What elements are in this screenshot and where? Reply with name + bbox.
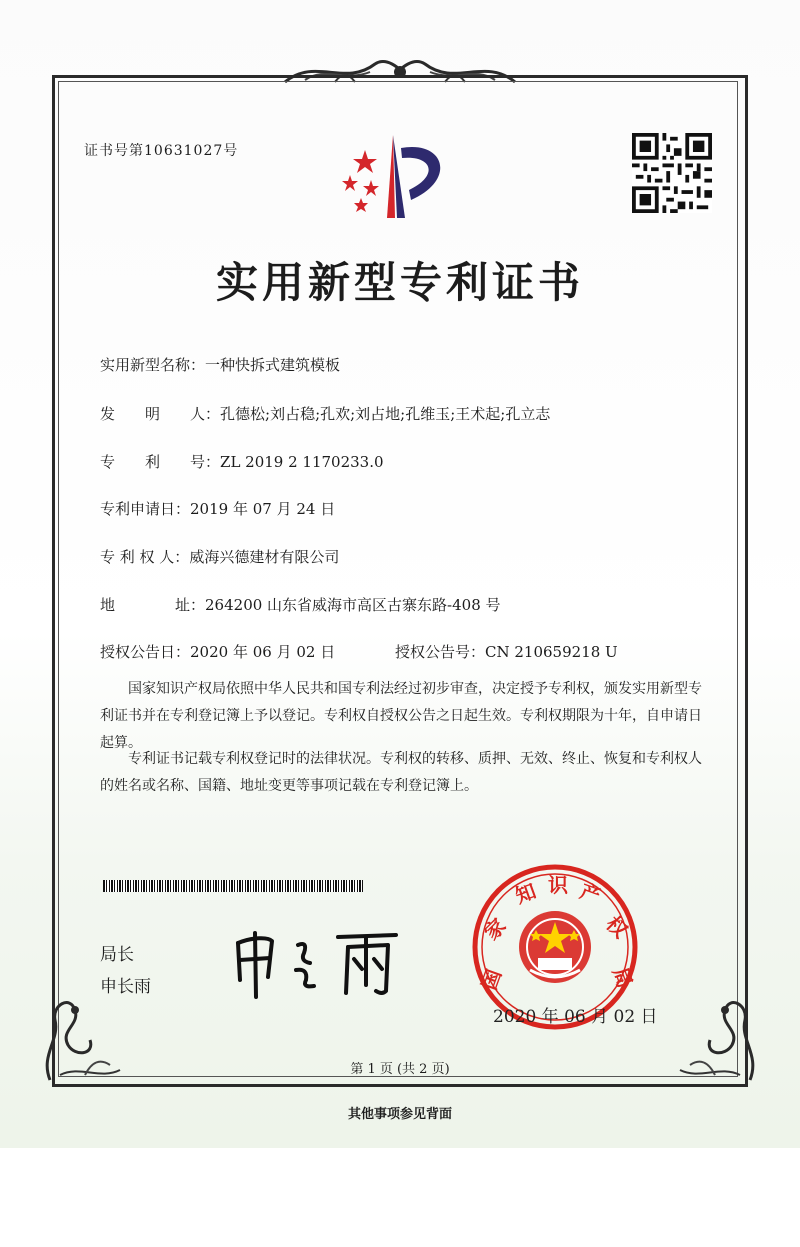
svg-text:国: 国 [476,966,507,994]
field-utility-model-name [100,354,340,375]
certificate-title: 实用新型专利证书 [215,258,584,307]
application-date-label: 专利申请日： [100,500,191,518]
patent-office-logo-icon [335,130,455,225]
qr-code-icon [632,133,712,213]
svg-text:知: 知 [512,878,540,909]
background-strip [0,1148,800,1247]
handwritten-signature-icon [228,925,408,1000]
inventor-label: 发 明 人： [100,405,221,423]
field-grant-date [100,641,335,662]
svg-text:权: 权 [601,911,633,943]
signatory-role: 局长 [100,945,134,965]
svg-text:识: 识 [548,873,568,897]
grant-number-value: CN 210659218 U [485,643,618,661]
grant-date-value: 2020 年 06 月 02 日 [190,643,336,661]
address-value: 264200 山东省威海市高区古寨东路-408 号 [205,596,501,614]
svg-text:产: 产 [576,878,604,909]
field-patentee [100,546,339,567]
seal-date: 2020 年 06 月 02 日 [493,1007,658,1027]
statement-paragraph-2 [100,746,710,800]
certificate-number: 证书号第10631027号 [84,143,239,159]
grant-number-label: 授权公告号： [395,643,486,661]
field-grant-publication-number [395,641,618,662]
application-date-value: 2019 年 07 月 24 日 [190,500,336,518]
patentee-value: 威海兴德建材有限公司 [189,548,340,566]
statement-text-1: 国家知识产权局依照中华人民共和国专利法经过初步审查，决定授予专利权，颁发实用新型专利证书并在专利登记簿上予以登记。专利权自授权公告之日起生效。专利权期限为十年，自申请日起算。 [100,681,702,751]
patent-number-label: 专 利 号： [100,453,221,471]
back-side-note: 其他事项参见背面 [347,1107,452,1122]
statement-text-2: 专利证书记载专利权登记时的法律状况。专利权的转移、质押、无效、终止、恢复和专利权人的姓名或名称、国籍、地址变更等事项记载在专利登记簿上。 [100,751,702,794]
name-label: 实用新型名称： [100,356,206,374]
inventor-value: 孔德松;刘占稳;孔欢;刘占地;孔维玉;王术起;孔立志 [220,405,551,423]
field-application-date [100,498,335,519]
patentee-label: 专 利 权 人： [100,548,190,566]
patent-number-value: ZL 2019 2 1170233.0 [220,453,384,471]
address-label: 地 址： [100,596,206,614]
svg-text:局: 局 [607,964,638,992]
signatory-name: 申长雨 [100,977,151,997]
grant-date-label: 授权公告日： [100,643,191,661]
barcode-strip [103,880,363,892]
field-address [100,594,501,615]
svg-text:家: 家 [479,913,511,945]
field-inventor [100,403,550,424]
statement-paragraph-1 [100,676,710,757]
page-info: 第 1 页 (共 2 页) [350,1062,450,1077]
field-patent-number [100,451,384,472]
name-value: 一种快拆式建筑模板 [205,356,341,374]
